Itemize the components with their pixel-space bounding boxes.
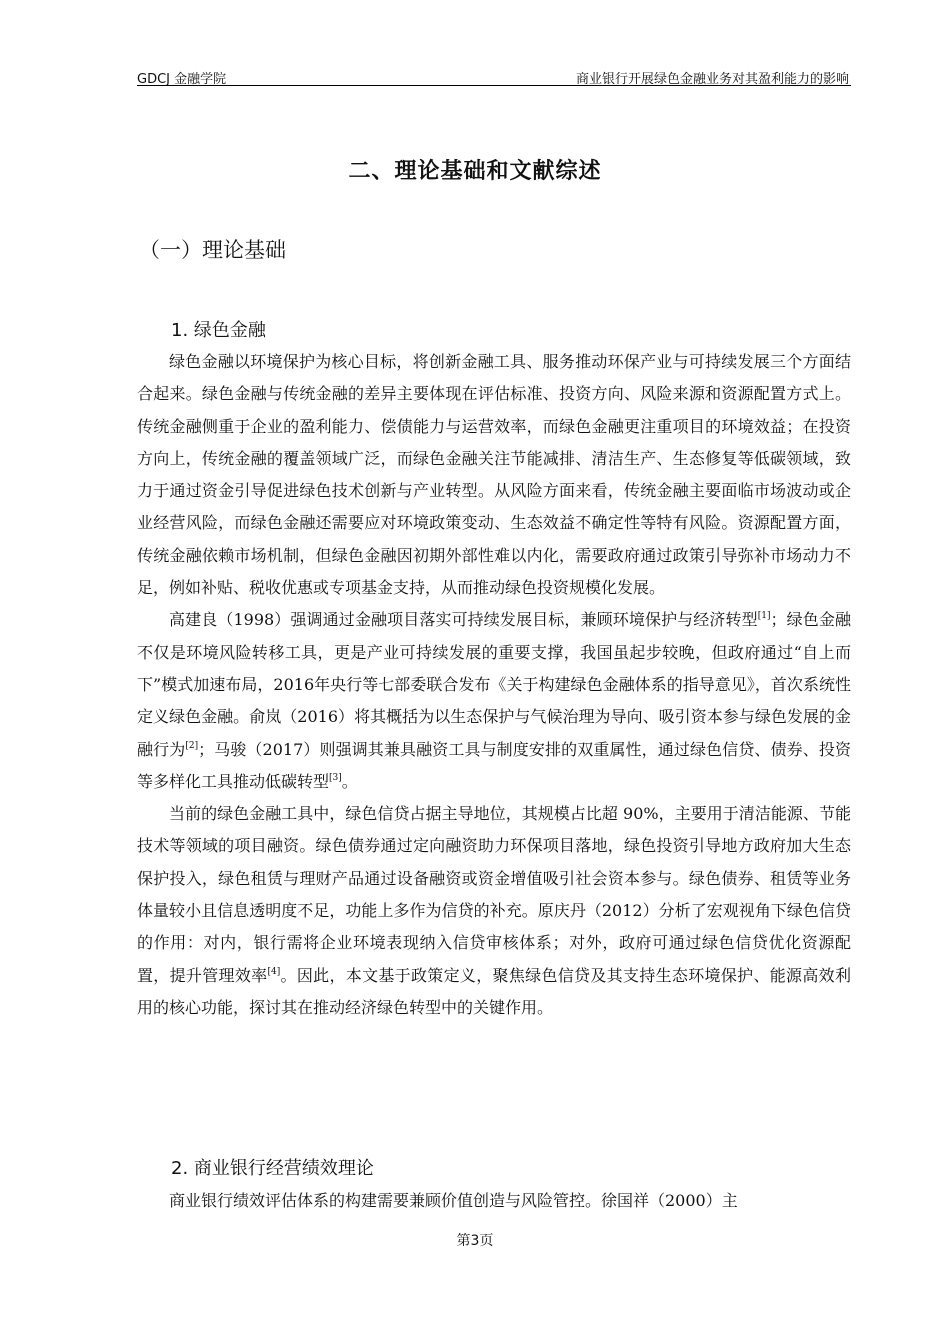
- paragraph: 高建良（1998）强调通过金融项目落实可持续发展目标，兼顾环境保护与经济转型[1]；绿色金融不仅是环境风险转移工具，更是产业可持续发展的重要支撑，我国虽起步较晚，但政府通过“自上而下”模式加速布局，2016年央行等七部委联合发布《关于构建绿色金融体系的指导意见》，首次系统性定义绿色金融。俞岚（2016）将其概括为以生态保护与气候治理为导向、吸引资本参与绿色发展的金融行为[2]；马骏（2017）则强调其兼具融资工具与制度安排的双重属性，通过绿色信贷、债券、投资等多样化工具推动低碳转型[3]。: [137, 610, 851, 791]
- citation[interactable]: [1]: [757, 611, 771, 622]
- subsection-title-green-finance: 1. 绿色金融: [171, 320, 266, 341]
- header-thesis-title: 商业银行开展绿色金融业务对其盈利能力的影响: [575, 72, 849, 87]
- chapter-title: 二、理论基础和文献综述: [348, 159, 602, 184]
- paragraph: 商业银行绩效评估体系的构建需要兼顾价值创造与风险管控。徐国祥（2000）主: [169, 1191, 738, 1210]
- citation[interactable]: [4]: [267, 966, 281, 977]
- body-text-bank-performance: [137, 1185, 851, 1217]
- paragraph: 绿色金融以环境保护为核心目标，将创新金融工具、服务推动环保产业与可持续发展三个方面结合起来。绿色金融与传统金融的差异主要体现在评估标准、投资方向、风险来源和资源配置方式上。传统金融侧重于企业的盈利能力、偿债能力与运营效率，而绿色金融更注重项目的环境效益；在投资方向上，传统金融的覆盖领域广泛，而绿色金融关注节能减排、清洁生产、生态修复等低碳领域，致力于通过资金引导促进绿色技术创新与产业转型。从风险方面来看，传统金融主要面临市场波动或企业经营风险，而绿色金融还需要应对环境政策变动、生态效益不确定性等特有风险。资源配置方面，传统金融依赖市场机制，但绿色金融因初期外部性难以内化，需要政府通过政策引导弥补市场动力不足，例如补贴、税收优惠或专项基金支持，从而推动绿色投资规模化发展。: [137, 352, 851, 598]
- page-number: 第3页: [456, 1233, 494, 1249]
- subsection-title-bank-performance: 2. 商业银行经营绩效理论: [171, 1158, 374, 1179]
- paragraph: 当前的绿色金融工具中，绿色信贷占据主导地位，其规模占比超 90%，主要用于清洁能源、节能技术等领域的项目融资。绿色债券通过定向融资助力环保项目落地，绿色投资引导地方政府加大生态保护投入，绿色租赁与理财产品通过设备融资或资金增值吸引社会资本参与。绿色债券、租赁等业务体量较小且信息透明度不足，功能上多作为信贷的补充。原庆丹（2012）分析了宏观视角下绿色信贷的作用：对内，银行需将企业环境表现纳入信贷审核体系；对外，政府可通过绿色信贷优化资源配置，提升管理效率[4]。因此，本文基于政策定义，聚焦绿色信贷及其支持生态环境保护、能源高效利用的核心功能，探讨其在推动经济绿色转型中的关键作用。: [137, 804, 851, 1017]
- header-institution: GDCJ 金融学院: [137, 72, 227, 87]
- running-header: [137, 66, 849, 86]
- citation[interactable]: [2]: [185, 740, 199, 751]
- body-text-green-finance: [137, 346, 851, 1024]
- header-rule: [137, 85, 851, 86]
- citation[interactable]: [3]: [329, 772, 342, 783]
- section-title: （一）理论基础: [139, 238, 286, 262]
